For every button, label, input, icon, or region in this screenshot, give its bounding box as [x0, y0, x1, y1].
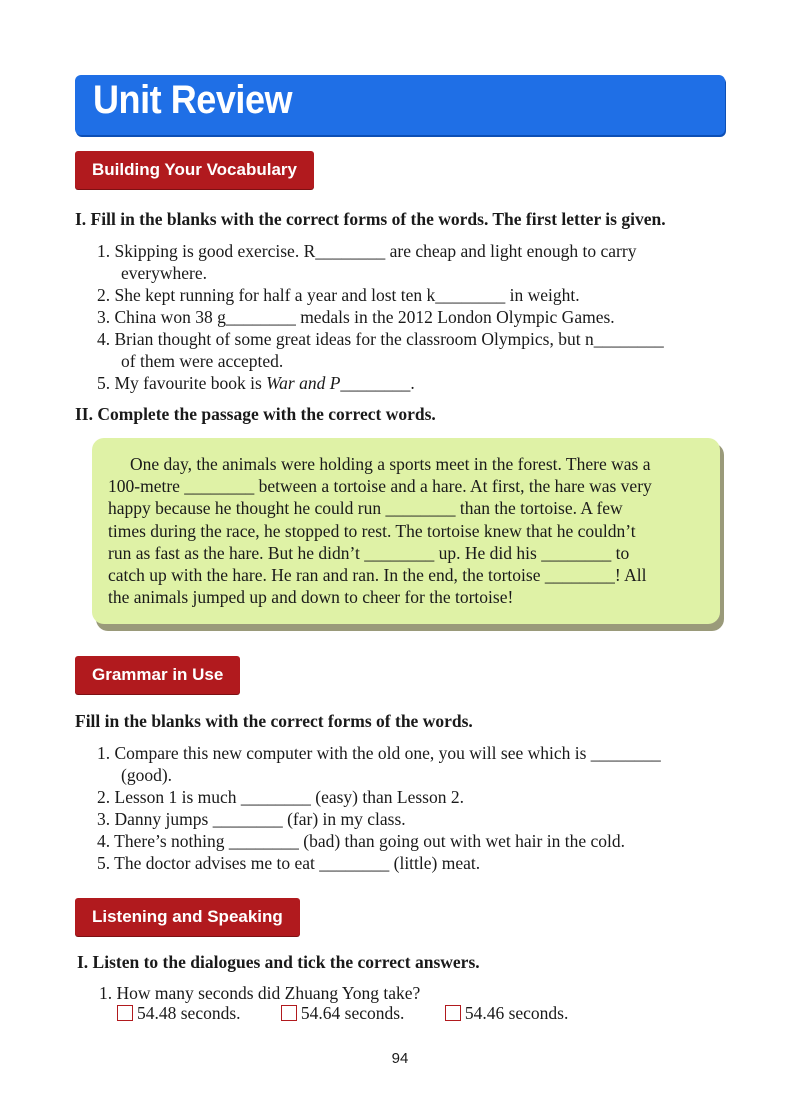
passage-line: the animals jumped up and down to cheer for the tortoise!	[108, 587, 514, 608]
page-title: Unit Review	[93, 78, 293, 122]
checkbox-icon[interactable]	[445, 1005, 461, 1021]
vocab-item-2: 2. She kept running for half a year and lost ten k________ in weight.	[97, 285, 580, 305]
answer-options	[117, 1003, 604, 1024]
passage-text	[108, 453, 713, 608]
checkbox-icon[interactable]	[117, 1005, 133, 1021]
section-tab-vocabulary: Building Your Vocabulary	[75, 151, 314, 189]
listening-question-1: 1. How many seconds did Zhuang Yong take?	[99, 983, 421, 1003]
passage-line: times during the race, he stopped to rest. The tortoise knew that he couldn’t	[108, 520, 636, 541]
listening-heading: I. Listen to the dialogues and tick the correct answers.	[77, 952, 480, 972]
grammar-item-2: 2. Lesson 1 is much ________ (easy) than Lesson 2.	[97, 787, 464, 807]
grammar-item-1: 1. Compare this new computer with the old one, you will see which is ________ (good).	[97, 743, 661, 785]
vocab-item-1: 1. Skipping is good exercise. R________ are cheap and light enough to carry everywhere.	[97, 241, 637, 283]
vocab-item-5: 5. My favourite book is War and P________.	[97, 373, 415, 393]
answer-option[interactable]: 54.64 seconds.	[281, 1003, 405, 1024]
checkbox-icon[interactable]	[281, 1005, 297, 1021]
passage-line: happy because he thought he could run ________ than the tortoise. A few	[108, 498, 623, 519]
passage-line: run as fast as the hare. But he didn’t ________ up. He did his ________ to	[108, 542, 630, 563]
grammar-item-4: 4. There’s nothing ________ (bad) than going out with wet hair in the cold.	[97, 831, 625, 851]
answer-option[interactable]: 54.48 seconds.	[117, 1003, 241, 1024]
passage-line: One day, the animals were holding a sports meet in the forest. There was a	[130, 454, 651, 474]
grammar-item-3: 3. Danny jumps ________ (far) in my class.	[97, 809, 406, 829]
unit-review-banner	[75, 75, 725, 135]
answer-option[interactable]: 54.46 seconds.	[445, 1003, 569, 1024]
section-tab-grammar: Grammar in Use	[75, 656, 240, 694]
vocab-part2-heading: II. Complete the passage with the correct words.	[75, 404, 436, 424]
grammar-heading: Fill in the blanks with the correct forms of the words.	[75, 711, 473, 731]
page-number: 94	[391, 1050, 409, 1067]
vocab-part1-heading: I. Fill in the blanks with the correct forms of the words. The first letter is given.	[75, 209, 666, 229]
grammar-item-5: 5. The doctor advises me to eat ________ (little) meat.	[97, 853, 481, 873]
passage-line: catch up with the hare. He ran and ran. In the end, the tortoise ________! All	[108, 565, 647, 586]
vocab-item-4: 4. Brian thought of some great ideas for the classroom Olympics, but n________ of them were accepted.	[97, 329, 664, 371]
vocab-item-3: 3. China won 38 g________ medals in the 2012 London Olympic Games.	[97, 307, 615, 327]
passage-line: 100-metre ________ between a tortoise and a hare. At first, the hare was very	[108, 476, 652, 497]
section-tab-listening: Listening and Speaking	[75, 898, 300, 936]
